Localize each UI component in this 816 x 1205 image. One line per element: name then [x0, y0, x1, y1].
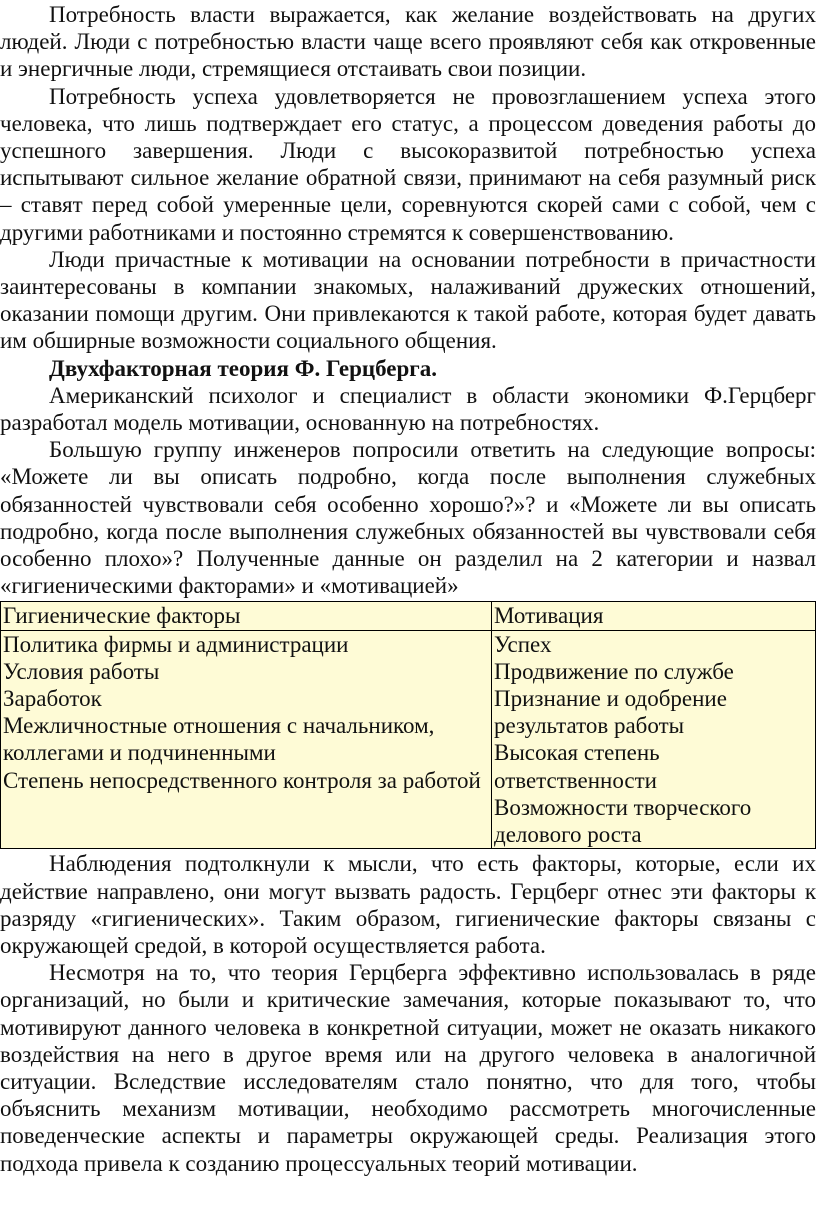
paragraph-engineers-survey: Большую группу инженеров попросили ответить на следующие вопросы: «Можете ли вы описать подробно, когда после выполнения служебных обязанностей чувствовали себя особенно хорошо?»? и «Можете ли вы описать подробно, когда после выполнения служебных обязанностей вы чувствовали себя особенно плохо»? Полученные данные он разделил на 2 категории и назвал «гигиеническими факторами» и «мотивацией» — [0, 437, 816, 599]
motivation-item: Высокая степень ответственности — [494, 740, 660, 793]
factors-table — [0, 601, 816, 849]
table-header-row — [1, 602, 816, 630]
hygiene-item: Межличностные отношения с начальником, коллегами и подчиненными — [3, 713, 435, 766]
table-row — [1, 630, 816, 849]
hygiene-item: Условия работы — [3, 658, 160, 684]
paragraph-herzberg-intro: Американский психолог и специалист в области экономики Ф.Герцберг разработал модель мотивации, основанную на потребностях. — [0, 382, 816, 436]
hygiene-factors-cell — [1, 630, 492, 849]
paragraph-criticism: Несмотря на то, что теория Герцберга эффективно использовалась в ряде организаций, но были и критические замечания, которые показывают то, что мотивируют данного человека в конкретной ситуации, может не оказать никакого воздействия на него в другое время или на другого человека в аналогичной ситуации. Вследствие исследователям стало понятно, что для того, чтобы объяснить механизм мотивации, необходимо рассмотреть многочисленные поведенческие аспекты и параметры окружающей среды. Реализация этого подхода привела к созданию процессуальных теорий мотивации. — [0, 960, 816, 1176]
section-heading: Двухфакторная теория Ф. Герцберга. — [49, 355, 438, 381]
hygiene-item: Политика фирмы и администрации — [3, 631, 349, 657]
motivation-item: Возможности творческого делового роста — [494, 794, 752, 848]
header-hygiene-factors: Гигиенические факторы — [1, 602, 492, 630]
paragraph-affiliation-need: Люди причастные к мотивации на основании потребности в причастности заинтересованы в компании знакомых, налаживаний дружеских отношений, оказании помощи другим. Они привлекаются к такой работе, которая будет давать им обширные возможности социального общения. — [0, 246, 816, 354]
motivation-item: Продвижение по службе — [494, 658, 734, 684]
header-motivation: Мотивация — [492, 602, 816, 630]
hygiene-item: Заработок — [3, 686, 102, 712]
motivation-item: Успех — [494, 631, 552, 657]
hygiene-item: Степень непосредственного контроля за работой — [3, 767, 481, 793]
paragraph-success-need: Потребность успеха удовлетворяется не провозглашением успеха этого человека, что лишь подтверждает его статус, а процессом доведения работы до успешного завершения. Люди с высокоразвитой потребностью успеха испытывают сильное желание обратной связи, принимают на себя разумный риск – ставят перед собой умеренные цели, соревнуются скорей сами с собой, чем с другими работниками и постоянно стремятся к совершенствованию. — [0, 83, 816, 245]
motivation-item: Признание и одобрение результатов работы — [494, 686, 727, 739]
motivation-factors-cell — [492, 630, 816, 849]
paragraph-power-need: Потребность власти выражается, как желание воздействовать на других людей. Люди с потребностью власти чаще всего проявляют себя как откровенные и энергичные люди, стремящиеся отстаивать свои позиции. — [0, 2, 816, 82]
paragraph-observations: Наблюдения подтолкнули к мысли, что есть факторы, которые, если их действие направлено, они могут вызвать радость. Герцберг отнес эти факторы к разряду «гигиенических». Таким образом, гигиенические факторы связаны с окружающей средой, в которой осуществляется работа. — [0, 851, 816, 958]
